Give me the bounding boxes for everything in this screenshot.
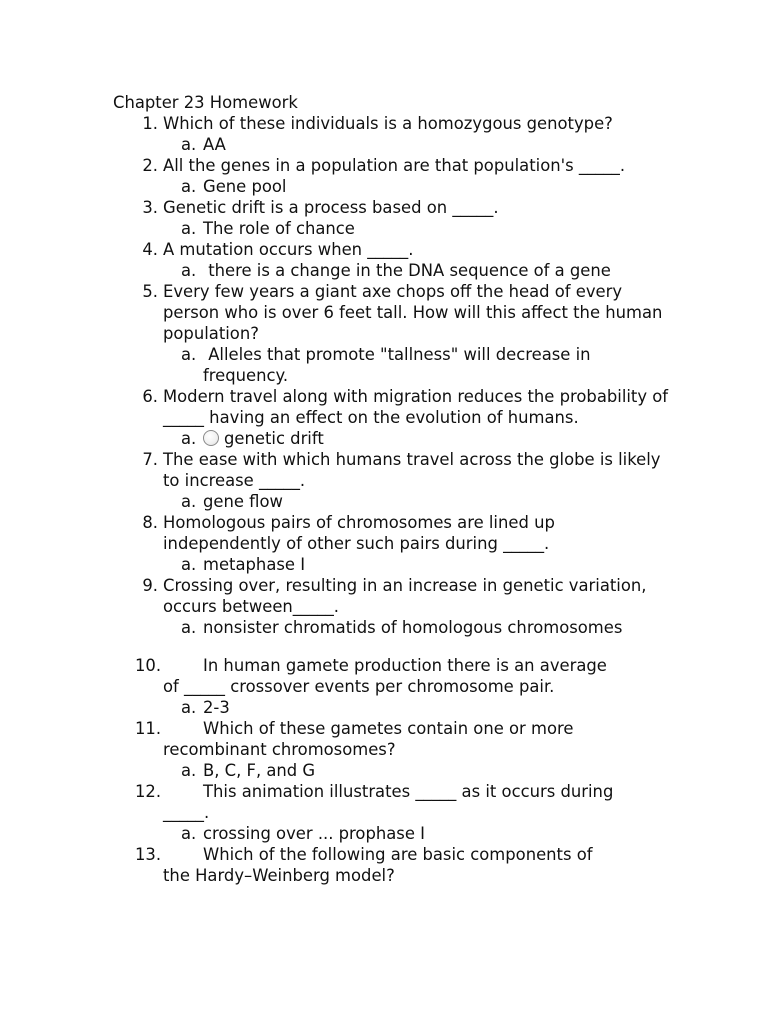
- answer-letter: a.: [181, 618, 197, 637]
- question-text: Homologous pairs of chromosomes are lined up independently of other such pairs during _____.: [163, 513, 561, 553]
- question-text-continued: recombinant chromosomes?: [163, 740, 396, 759]
- answer-letter: a.: [181, 492, 197, 511]
- answer-text: 2-3: [203, 698, 230, 717]
- question-number: 1.: [142, 114, 158, 133]
- question-number: 10.: [135, 656, 162, 675]
- question-text: Modern travel along with migration reduces the probability of _____ having an effect on the evolution of humans.: [163, 387, 674, 427]
- answer-letter: a.: [181, 261, 197, 280]
- question-number: 2.: [142, 156, 158, 175]
- question-item: [113, 781, 673, 823]
- question-item: [113, 512, 673, 554]
- question-list: [113, 113, 673, 886]
- question-text: Which of these gametes contain one or more: [203, 719, 574, 738]
- answer-text: B, C, F, and G: [203, 761, 316, 780]
- answer-item: [113, 697, 673, 718]
- question-number: 3.: [142, 198, 158, 217]
- question-item: [113, 281, 673, 344]
- question-number: 8.: [142, 513, 158, 532]
- question-item: [113, 113, 673, 134]
- question-number: 13.: [135, 845, 162, 864]
- answer-item: [113, 344, 673, 386]
- question-text-continued: the Hardy–Weinberg model?: [163, 866, 395, 885]
- answer-item: [113, 176, 673, 197]
- question-number: 12.: [135, 782, 162, 801]
- question-item: [113, 155, 673, 176]
- answer-item: [113, 428, 673, 449]
- answer-text: The role of chance: [203, 219, 355, 238]
- answer-item: [113, 823, 673, 844]
- question-text: All the genes in a population are that population's _____.: [163, 156, 626, 175]
- answer-letter: a.: [181, 429, 197, 448]
- answer-letter: a.: [181, 761, 197, 780]
- answer-letter: a.: [181, 555, 197, 574]
- answer-text: crossing over ... prophase I: [203, 824, 425, 843]
- question-item: [113, 575, 673, 617]
- question-number: 6.: [142, 387, 158, 406]
- question-item: [113, 718, 673, 760]
- answer-item: [113, 617, 673, 638]
- question-number: 9.: [142, 576, 158, 595]
- question-number: 11.: [135, 719, 162, 738]
- question-text: A mutation occurs when _____.: [163, 240, 414, 259]
- question-text-continued: of _____ crossover events per chromosome pair.: [163, 677, 555, 696]
- document-title: Chapter 23 Homework: [113, 93, 298, 112]
- answer-letter: a.: [181, 177, 197, 196]
- question-number: 7.: [142, 450, 158, 469]
- question-number: 4.: [142, 240, 158, 259]
- question-text: Every few years a giant axe chops off the head of every person who is over 6 feet tall. How will this affect the human population?: [163, 282, 668, 343]
- question-item: [113, 655, 673, 697]
- question-text: Genetic drift is a process based on _____.: [163, 198, 499, 217]
- question-item: [113, 197, 673, 218]
- answer-text: metaphase I: [203, 555, 306, 574]
- answer-item: [113, 554, 673, 575]
- question-text: In human gamete production there is an average: [203, 656, 607, 675]
- answer-item: [113, 491, 673, 512]
- answer-text: AA: [203, 135, 226, 154]
- answer-with-radio: [203, 428, 673, 449]
- question-number: 5.: [142, 282, 158, 301]
- answer-text: gene flow: [203, 492, 283, 511]
- question-item: [113, 844, 673, 886]
- question-text: Crossing over, resulting in an increase in genetic variation, occurs between_____.: [163, 576, 652, 616]
- answer-text: genetic drift: [224, 429, 324, 448]
- answer-item: [113, 218, 673, 239]
- answer-item: [113, 134, 673, 155]
- answer-text: there is a change in the DNA sequence of a gene: [203, 261, 611, 280]
- answer-letter: a.: [181, 824, 197, 843]
- question-item: [113, 386, 673, 428]
- question-text: The ease with which humans travel across the globe is likely to increase _____.: [163, 450, 666, 490]
- question-text: Which of the following are basic components of: [203, 845, 593, 864]
- question-item: [113, 239, 673, 260]
- radio-button-icon[interactable]: [203, 430, 219, 446]
- question-text: Which of these individuals is a homozygous genotype?: [163, 114, 613, 133]
- answer-letter: a.: [181, 135, 197, 154]
- answer-item: [113, 760, 673, 781]
- answer-letter: a.: [181, 345, 197, 364]
- blank-line: [113, 638, 673, 655]
- answer-letter: a.: [181, 219, 197, 238]
- answer-text: nonsister chromatids of homologous chromosomes: [203, 618, 623, 637]
- question-text: This animation illustrates _____ as it occurs during: [203, 782, 614, 801]
- answer-text: Alleles that promote "tallness" will decrease in frequency.: [203, 345, 596, 385]
- answer-text: Gene pool: [203, 177, 287, 196]
- answer-item: [113, 260, 673, 281]
- question-text-continued: _____.: [163, 803, 210, 822]
- answer-letter: a.: [181, 698, 197, 717]
- question-item: [113, 449, 673, 491]
